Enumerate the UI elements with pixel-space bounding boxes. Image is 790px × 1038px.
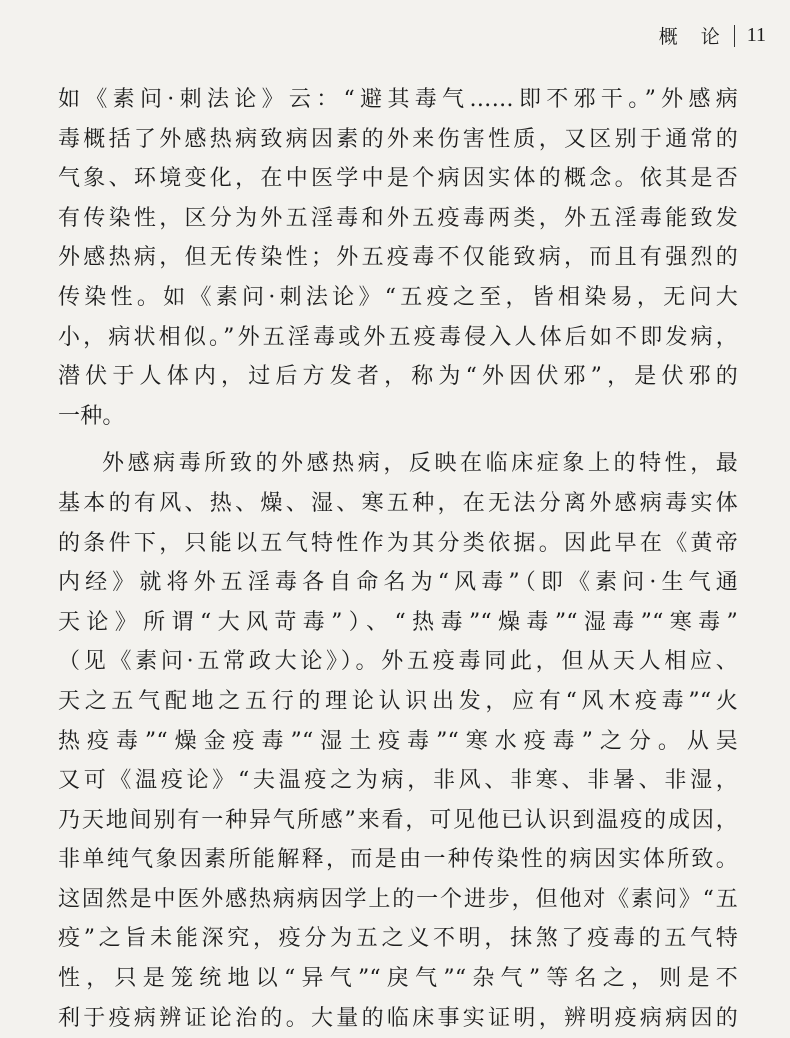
text-line: 利于疫病辨证论治的。大量的临床事实证明，辨明疫病病因的 — [58, 1005, 738, 1031]
text-line: 热疫毒”“燥金疫毒”“湿土疫毒”“寒水疫毒”之分。从吴 — [58, 728, 738, 754]
text-line: 传染性。如《素问·刺法论》“五疫之至，皆相染易，无问大 — [58, 284, 738, 310]
text-line: 乃天地间别有一种异气所感”来看，可见他已认识到温疫的成因， — [58, 807, 738, 833]
text-line: 又可《温疫论》“夫温疫之为病，非风、非寒、非暑、非湿， — [58, 768, 738, 794]
body-text — [58, 80, 738, 1038]
running-header — [659, 22, 766, 49]
text-line: 疫”之旨未能深究，疫分为五之义不明，抹煞了疫毒的五气特 — [58, 926, 738, 952]
chapter-title: 概 论 — [658, 26, 722, 48]
text-line: 性，只是笼统地以“异气”“戾气”“杂气”等名之，则是不 — [58, 966, 738, 992]
paragraph — [58, 80, 738, 436]
text-line: 基本的有风、热、燥、湿、寒五种，在无法分离外感病毒实体 — [58, 490, 738, 516]
text-line: 毒概括了外感热病致病因素的外来伤害性质，又区别于通常的 — [58, 126, 738, 152]
page-number: 11 — [746, 24, 766, 46]
text-line: 天论》所谓“大风苛毒”）、“热毒”“燥毒”“湿毒”“寒毒” — [58, 609, 738, 635]
paragraph — [58, 444, 738, 1038]
text-line: 一种。 — [58, 403, 125, 429]
text-line: 潜伏于人体内，过后方发者，称为“外因伏邪”，是伏邪的 — [58, 364, 738, 390]
header-divider — [734, 25, 735, 47]
text-line: 小，病状相似。”外五淫毒或外五疫毒侵入人体后如不即发病， — [58, 324, 738, 350]
text-line: 气象、环境变化，在中医学中是个病因实体的概念。依其是否 — [58, 166, 738, 192]
text-line: 内经》就将外五淫毒各自命名为“风毒”（即《素问·生气通 — [58, 570, 738, 596]
text-line: 这固然是中医外感热病病因学上的一个进步，但他对《素问》“五 — [58, 886, 738, 912]
text-line: 天之五气配地之五行的理论认识出发，应有“风木疫毒”“火 — [58, 688, 738, 714]
text-line: 外感热病，但无传染性；外五疫毒不仅能致病，而且有强烈的 — [58, 245, 738, 271]
text-line: 的条件下，只能以五气特性作为其分类依据。因此早在《黄帝 — [58, 530, 738, 556]
text-line: 非单纯气象因素所能解释，而是由一种传染性的病因实体所致。 — [58, 847, 738, 873]
text-line: 外感病毒所致的外感热病，反映在临床症象上的特性，最 — [102, 451, 738, 477]
text-line: 如《素问·刺法论》云：“避其毒气……即不邪干。”外感病 — [58, 87, 738, 112]
text-line: 有传染性，区分为外五淫毒和外五疫毒两类，外五淫毒能致发 — [58, 205, 738, 231]
text-line: （见《素问·五常政大论》）。外五疫毒同此，但从天人相应、 — [58, 649, 738, 675]
